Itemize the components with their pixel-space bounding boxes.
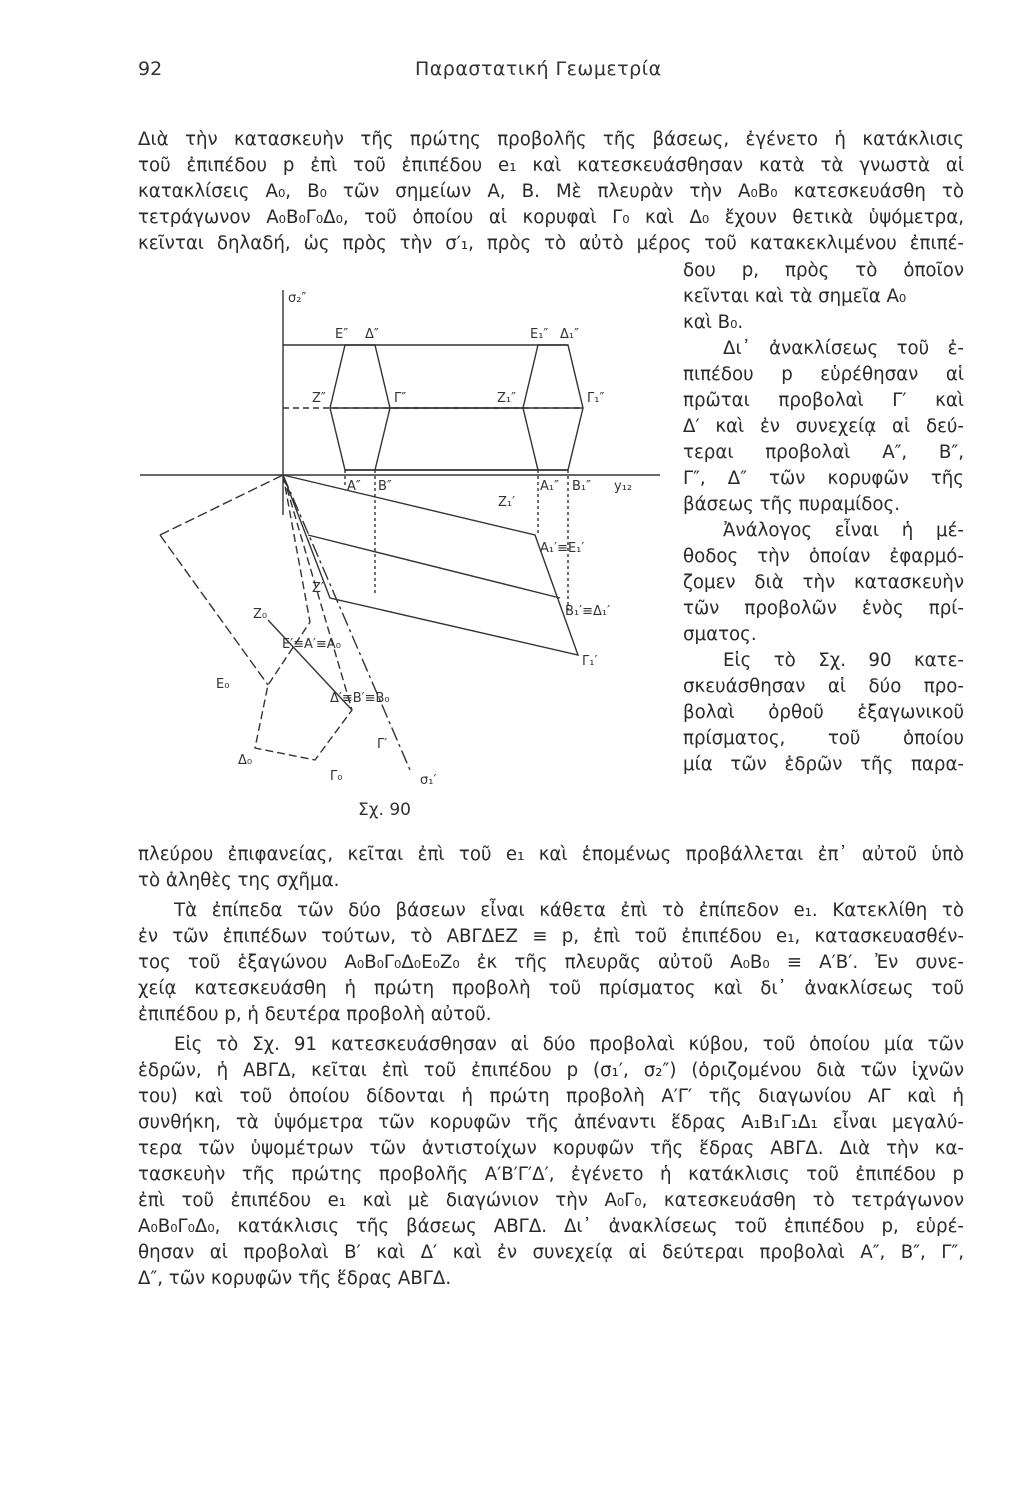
column-line: μία τῶν ἑδρῶν τῆς παρα- [683, 754, 964, 775]
column-line: Δ′ καὶ ἐν συνεχείᾳ αἱ δεύ- [683, 416, 964, 437]
text-line: ἑδρῶν, ἡ ΑΒΓΔ, κεῖται ἐπὶ τοῦ ἐπιπέδου p (σ₁′, σ₂″) (ὁριζομένου διὰ τῶν ἰχνῶν [138, 1060, 964, 1081]
label-sigma2: σ₂″ [288, 291, 307, 306]
label-zp: Z′ [312, 581, 324, 596]
text-line: ἐπιπέδου p, ἡ δευτέρα προβολὴ αὐτοῦ. [138, 1004, 492, 1025]
column-line: τεραι προβολαὶ A″, B″, [683, 442, 964, 463]
text-line: χείᾳ κατεσκευάσθη ἡ πρώτη προβολὴ τοῦ πρίσματος καὶ δι᾽ ἀνακλίσεως τοῦ [138, 978, 964, 999]
label-a1e1: A₁′≡E₁′ [540, 541, 585, 556]
label-e1-2: E₁″ [530, 327, 549, 342]
column-line: πρῶται προβολαὶ Γ′ καὶ [683, 390, 964, 411]
text-line: τὸ ἀληθὲς της σχῆμα. [138, 870, 340, 891]
text-line: Δ″, τῶν κορυφῶν τῆς ἕδρας ΑΒΓΔ. [138, 1268, 452, 1289]
column-line: τῶν προβολῶν ἑνὸς πρί- [683, 598, 964, 619]
label-g1-2: Γ₁″ [587, 391, 605, 406]
column-line: Εἰς τὸ Σχ. 90 κατε- [723, 650, 964, 671]
page-number: 92 [138, 58, 163, 80]
column-line: ζομεν διὰ τὴν κατασκευὴν [683, 572, 964, 593]
text-line: κατακλίσεις A₀, B₀ τῶν σημείων A, B. Μὲ πλευρὰν τὴν A₀B₀ κατεσκευάσθη τὸ [138, 181, 964, 202]
text-line: τοῦ ἐπιπέδου p ἐπὶ τοῦ ἐπιπέδου e₁ καὶ κατεσκευάσθησαν κατὰ τὰ γνωστὰ αἱ [138, 155, 964, 176]
text-line: τερα τῶν ὑψομέτρων τῶν ἀντιστοίχων κορυφῶν τῆς ἕδρας ΑΒΓΔ. Διὰ τὴν κα- [138, 1138, 964, 1159]
column-line: σματος. [683, 624, 757, 645]
label-b2: B″ [378, 479, 392, 494]
text-line: τος τοῦ ἑξαγώνου A₀B₀Γ₀Δ₀E₀Z₀ ἐκ τῆς πλευρᾶς αὐτοῦ A₀B₀ ≡ A′B′. Ἐν συνε- [138, 952, 964, 973]
column-line: πρίσματος, τοῦ ὁποίου [683, 728, 964, 749]
text-line: του) καὶ τοῦ ὁποίου δίδονται ἡ πρώτη προβολὴ A′Γ′ τῆς διαγωνίου ΑΓ καὶ ἡ [138, 1086, 964, 1107]
trace-sigma1 [283, 475, 410, 770]
text-line: Τὰ ἐπίπεδα τῶν δύο βάσεων εἶναι κάθετα ἐπὶ τὸ ἐπίπεδον e₁. Κατεκλίθη τὸ [174, 900, 964, 921]
label-e2: E″ [335, 327, 349, 342]
column-line: καὶ B₀. [683, 312, 744, 333]
column-line: βολαὶ ὀρθοῦ ἑξαγωνικοῦ [683, 702, 964, 723]
column-line: κεῖνται καὶ τὰ σημεῖα A₀ [683, 286, 907, 307]
column-line: θοδος τὴν ὁποίαν ἐφαρμό- [683, 546, 964, 567]
column-line: πιπέδου p εὑρέθησαν αἱ [683, 364, 964, 385]
label-z1-2: Z₁″ [497, 391, 516, 406]
text-line: Εἰς τὸ Σχ. 91 κατεσκευάσθησαν αἱ δύο προβολαὶ κύβου, τοῦ ὁποίου μία τῶν [174, 1034, 964, 1055]
label-a1-2: A₁″ [540, 479, 559, 494]
text-line: πλεύρου ἐπιφανείας, κεῖται ἐπὶ τοῦ e₁ καὶ ἑπομένως προβάλλεται ἐπ᾽ αὐτοῦ ὑπὸ [138, 844, 964, 865]
text-line: συνθήκη, τὰ ὑψόμετρα τῶν κορυφῶν τῆς ἀπέναντι ἕδρας A₁B₁Γ₁Δ₁ εἶναι μεγαλύ- [138, 1112, 964, 1133]
column-line: δου p, πρὸς τὸ ὁποῖον [683, 260, 964, 281]
hexagon-base [255, 475, 352, 760]
figure-90 [140, 280, 680, 800]
label-d2: Δ″ [365, 327, 379, 342]
label-a2: A″ [347, 479, 361, 494]
column-line: Δι᾽ ἀνακλίσεως τοῦ ἐ- [723, 338, 964, 359]
text-line: A₀B₀Γ₀Δ₀, κατάκλισις τῆς βάσεως ΑΒΓΔ. Δι᾽ ἀνακλίσεως τοῦ ἐπιπέδου p, εὑρέ- [138, 1216, 964, 1237]
label-z0: Z₀ [253, 607, 268, 622]
column-line: Γ″, Δ″ τῶν κορυφῶν τῆς [683, 468, 964, 489]
text-line: Διὰ τὴν κατασκευὴν τῆς πρώτης προβολῆς τῆς βάσεως, ἐγένετο ἡ κατάκλισις [138, 129, 964, 150]
label-z1p: Z₁′ [498, 495, 516, 510]
label-d0: Δ₀ [238, 753, 253, 768]
label-d1-2: Δ₁″ [560, 327, 579, 342]
column-line: βάσεως τῆς πυραμίδος. [683, 494, 901, 515]
text-line: κεῖνται δηλαδή, ὡς πρὸς τὴν σ′₁, πρὸς τὸ αὐτὸ μέρος τοῦ κατακεκλιμένου ἐπιπέ- [138, 233, 964, 254]
text-line: τασκευὴν τῆς πρώτης προβολῆς A′B′Γ′Δ′, ἐγένετο ἡ κατάκλισις τοῦ ἐπιπέδου p [138, 1164, 964, 1185]
label-gp: Γ′ [377, 737, 388, 752]
figure-caption: Σχ. 90 [358, 800, 412, 820]
text-line: ἐν τῶν ἐπιπέδων τούτων, τὸ ΑΒΓΔΕΖ ≡ p, ἐπὶ τοῦ ἐπιπέδου e₁, κατασκευασθέν- [138, 926, 964, 947]
text-line: θησαν αἱ προβολαὶ B′ καὶ Δ′ καὶ ἐν συνεχείᾳ αἱ δεύτεραι προβολαὶ A″, B″, Γ″, [138, 1242, 964, 1263]
label-x12: y₁₂ [614, 479, 633, 494]
text-line: τετράγωνον A₀B₀Γ₀Δ₀, τοῦ ὁποίου αἱ κορυφαὶ Γ₀ καὶ Δ₀ ἔχουν θετικὰ ὑψόμετρα, [138, 207, 964, 228]
label-b1d1: B₁′≡Δ₁′ [565, 604, 611, 619]
label-sigma1: σ₁′ [420, 773, 437, 788]
text-line: ἐπὶ τοῦ ἐπιπέδου e₁ καὶ μὲ διαγώνιον τὴν A₀Γ₀, κατεσκευάσθη τὸ τετράγωνον [138, 1190, 964, 1211]
column-line: Ἀνάλογος εἶναι ἡ μέ- [723, 520, 964, 541]
label-z2: Z″ [312, 391, 326, 406]
label-b1-2: B₁″ [572, 479, 591, 494]
label-g2: Γ″ [394, 391, 407, 406]
label-g0: Γ₀ [330, 769, 343, 784]
label-e0: E₀ [216, 677, 230, 692]
label-g1p: Γ₁′ [582, 654, 598, 669]
column-line: σκευάσθησαν αἱ δύο προ- [683, 676, 964, 697]
label-dbb0: Δ′≡B′≡B₀ [330, 691, 390, 706]
label-eaa0: E′≡A′≡A₀ [282, 637, 341, 652]
running-title: Παραστατική Γεωμετρία [415, 58, 662, 80]
